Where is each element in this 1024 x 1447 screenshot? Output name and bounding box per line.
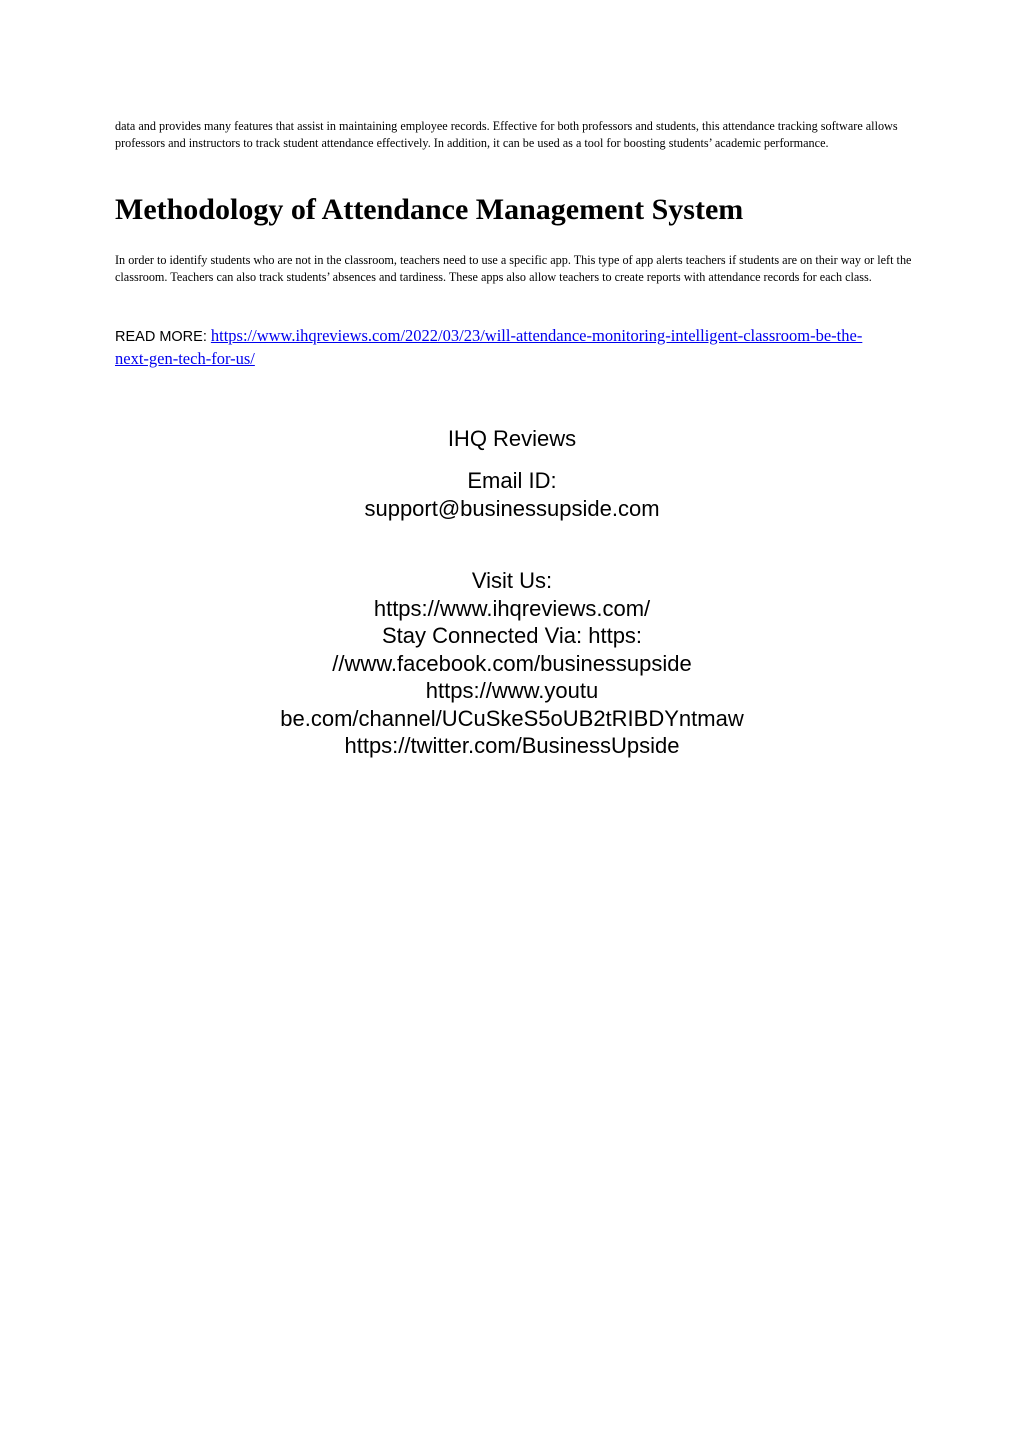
youtube-url-line-2: be.com/channel/UCuSkeS5oUB2tRIBDYntmaw bbox=[280, 705, 744, 731]
youtube-url-line-1: https://www.youtu bbox=[425, 678, 599, 703]
stay-connected-line-2: //www.facebook.com/businessupside bbox=[332, 650, 692, 676]
email-block bbox=[0, 467, 1024, 522]
read-more-link[interactable]: https://www.ihqreviews.com/2022/03/23/will-attendance-monitoring-intelligent-classroom-be-the-next-gen-tech-for-us/ bbox=[115, 326, 863, 368]
visit-label: Visit Us: bbox=[471, 568, 553, 593]
section-heading: Methodology of Attendance Management System bbox=[115, 193, 744, 226]
twitter-url: https://twitter.com/BusinessUpside bbox=[344, 733, 680, 758]
section-paragraph: In order to identify students who are not in the classroom, teachers need to use a specific app. This type of app alerts teachers if students are on their way or left the classroom. Teachers can also track students’ absences and tardiness. These apps also allow teachers to create reports with attendance records for each class. bbox=[115, 253, 912, 284]
email-label: Email ID: bbox=[467, 468, 557, 493]
intro-paragraph: data and provides many features that assist in maintaining employee records. Effective for both professors and students, this attendance tracking software allows professors and instructors to track student attendance effectively. In addition, it can be used as a tool for boosting students’ academic performance. bbox=[115, 119, 898, 150]
read-more bbox=[115, 325, 875, 370]
website-url: https://www.ihqreviews.com/ bbox=[373, 595, 651, 621]
visit-block bbox=[0, 567, 1024, 760]
company-name: IHQ Reviews bbox=[447, 426, 577, 451]
stay-connected-line-1: Stay Connected Via: https: bbox=[381, 623, 643, 648]
email-address: support@businessupside.com bbox=[364, 495, 660, 521]
read-more-label: READ MORE: bbox=[115, 329, 211, 345]
